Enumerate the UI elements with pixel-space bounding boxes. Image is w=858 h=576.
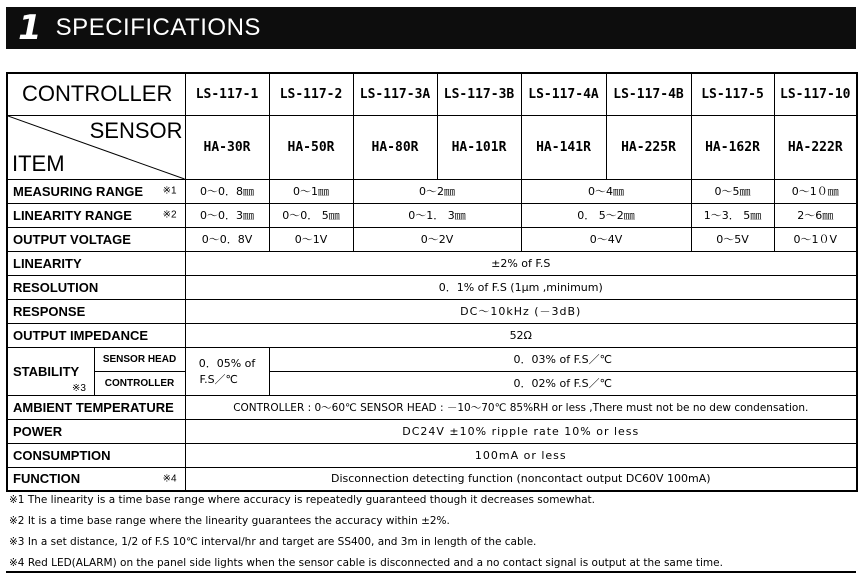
controller-row — [7, 73, 857, 115]
linearity-range-row — [7, 203, 857, 227]
item-label: ITEM — [12, 150, 65, 176]
sensor-model: HA-30R — [185, 115, 269, 179]
linearity-value: ±2% of F.S — [185, 251, 857, 275]
value-cell: 0～2㎜ — [353, 179, 521, 203]
power-row — [7, 419, 857, 443]
controller-model: LS-117-5 — [691, 73, 774, 115]
controller-model: LS-117-3A — [353, 73, 437, 115]
spec-table — [6, 72, 858, 492]
sensor-model: HA-225R — [606, 115, 691, 179]
ambient-temperature-value: CONTROLLER : 0～60℃ SENSOR HEAD : －10～70℃ 85%RH or less ,There must not be no dew condensation. — [185, 395, 857, 419]
section-title: SPECIFICATIONS — [55, 14, 261, 41]
consumption-value: 100mA or less — [185, 443, 857, 467]
value-cell: 0～4㎜ — [521, 179, 691, 203]
footnotes — [9, 490, 854, 574]
section-title-bar — [6, 7, 856, 49]
stability-first-line1: 0．05% of — [198, 357, 256, 370]
value-cell: 0～4V — [521, 227, 691, 251]
value-cell: 0～2V — [353, 227, 521, 251]
power-value: DC24V ±10% ripple rate 10% or less — [185, 419, 857, 443]
sensor-head-label: SENSOR HEAD — [94, 347, 185, 371]
resolution-row — [7, 275, 857, 299]
resolution-label: RESOLUTION — [7, 275, 185, 299]
value-cell: 0～1V — [269, 227, 353, 251]
footnote: ※4 Red LED(ALARM) on the panel side lights when the sensor cable is disconnected and a no contact signal is output at the same time. — [9, 557, 723, 569]
value-cell: 0～0．3㎜ — [185, 203, 269, 227]
value-cell: 0～0．8V — [185, 227, 269, 251]
sensor-item-header — [7, 115, 185, 179]
stability-first-value — [185, 347, 269, 395]
controller-model: LS-117-4B — [606, 73, 691, 115]
controller-model: LS-117-3B — [437, 73, 521, 115]
value-cell: 0～1． 3㎜ — [353, 203, 521, 227]
sensor-model: HA-80R — [353, 115, 437, 179]
linearity-label: LINEARITY — [7, 251, 185, 275]
output-voltage-row — [7, 227, 857, 251]
output-impedance-value: 52Ω — [185, 323, 857, 347]
stability-first-line2: F.S／℃ — [199, 373, 238, 386]
footnote: ※3 In a set distance, 1/2 of F.S 10℃ interval/hr and target are SS400, and 3m in length of the cable. — [9, 536, 537, 548]
value-cell: 0～0．8㎜ — [185, 179, 269, 203]
sensor-model: HA-50R — [269, 115, 353, 179]
resolution-value: 0．1% of F.S (1μm ,minimum) — [185, 275, 857, 299]
controller-stability-value: 0．02% of F.S／℃ — [269, 371, 857, 395]
consumption-row — [7, 443, 857, 467]
row-label — [7, 203, 185, 227]
function-value: Disconnection detecting function (noncontact output DC60V 100mA) — [185, 467, 857, 491]
footnote-ref: ※2 — [162, 209, 177, 221]
response-value: DC～10kHz (－3dB) — [185, 299, 857, 323]
controller-model: LS-117-2 — [269, 73, 353, 115]
stability-row-controller — [7, 371, 857, 395]
section-number: 1 — [18, 8, 42, 48]
linearity-row — [7, 251, 857, 275]
footnote: ※2 It is a time base range where the linearity guarantees the accuracy within ±2%. — [9, 515, 450, 527]
footnote-ref: ※4 — [162, 473, 177, 485]
response-row — [7, 299, 857, 323]
controller-model: LS-117-10 — [774, 73, 857, 115]
row-label — [7, 467, 185, 491]
value-cell: 0～1０㎜ — [774, 179, 857, 203]
controller-model: LS-117-1 — [185, 73, 269, 115]
sensor-model: HA-222R — [774, 115, 857, 179]
controller-model: LS-117-4A — [521, 73, 606, 115]
ambient-temperature-row — [7, 395, 857, 419]
output-impedance-label: OUTPUT IMPEDANCE — [7, 323, 185, 347]
power-label: POWER — [7, 419, 185, 443]
sensor-row — [7, 115, 857, 179]
row-label — [7, 347, 94, 395]
measuring-range-label: MEASURING RANGE — [13, 183, 144, 199]
footnote: ※1 The linearity is a time base range where accuracy is repeatedly guaranteed though it decreases somewhat. — [9, 494, 596, 506]
sensor-model: HA-101R — [437, 115, 521, 179]
value-cell: 1～3． 5㎜ — [691, 203, 774, 227]
consumption-label: CONSUMPTION — [7, 443, 185, 467]
value-cell: 0． 5～2㎜ — [521, 203, 691, 227]
value-cell: 0～1０V — [774, 227, 857, 251]
stability-row-sensor-head — [7, 347, 857, 371]
footnote-ref: ※3 — [72, 382, 86, 394]
sensor-head-value: 0．03% of F.S／℃ — [269, 347, 857, 371]
controller-label: CONTROLLER — [7, 73, 185, 115]
output-voltage-label: OUTPUT VOLTAGE — [7, 227, 185, 251]
value-cell: 0～1㎜ — [269, 179, 353, 203]
value-cell: 2～6㎜ — [774, 203, 857, 227]
measuring-range-row — [7, 179, 857, 203]
value-cell: 0～0． 5㎜ — [269, 203, 353, 227]
value-cell: 0～5V — [691, 227, 774, 251]
linearity-range-label: LINEARITY RANGE — [13, 207, 132, 223]
value-cell: 0～5㎜ — [691, 179, 774, 203]
stability-controller-label: CONTROLLER — [94, 371, 185, 395]
row-label — [7, 179, 185, 203]
footnote-ref: ※1 — [162, 185, 177, 197]
stability-label: STABILITY — [13, 363, 80, 379]
function-label: FUNCTION — [13, 471, 81, 487]
sensor-model: HA-141R — [521, 115, 606, 179]
response-label: RESPONSE — [7, 299, 185, 323]
sensor-model: HA-162R — [691, 115, 774, 179]
ambient-temperature-label: AMBIENT TEMPERATURE — [7, 395, 185, 419]
output-impedance-row — [7, 323, 857, 347]
sensor-label: SENSOR — [89, 117, 183, 143]
bottom-rule — [6, 571, 856, 573]
function-row — [7, 467, 857, 491]
